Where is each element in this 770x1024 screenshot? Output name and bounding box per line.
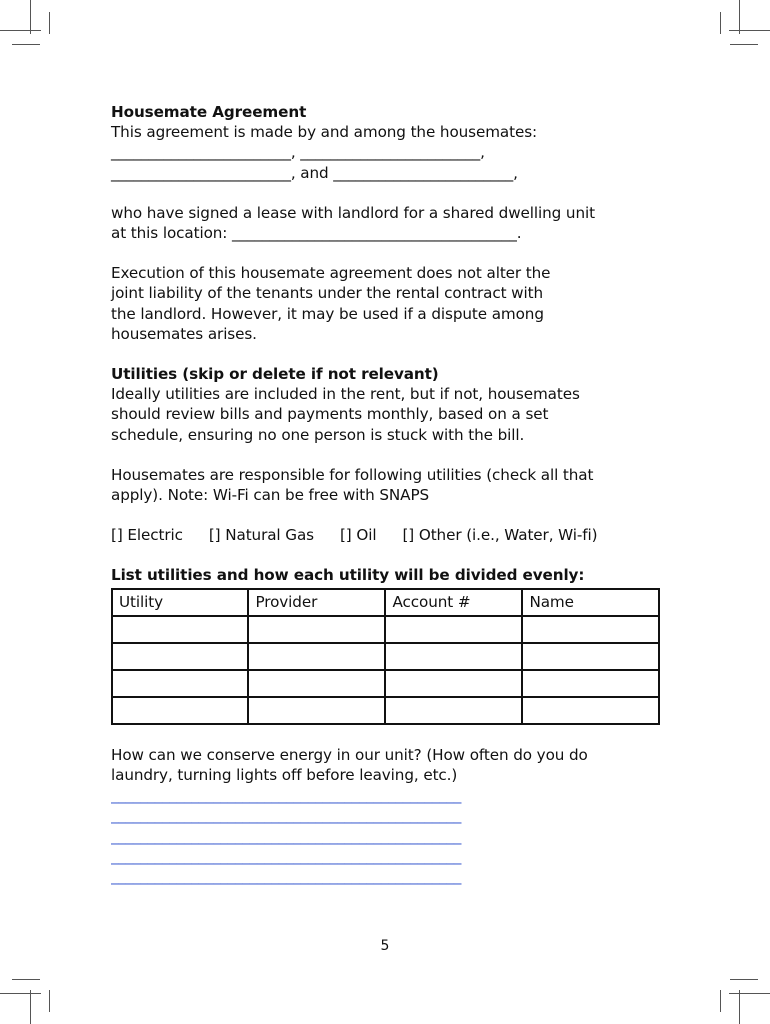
checkbox-natural-gas[interactable]: [] Natural Gas (208, 526, 314, 545)
crop-mark-top-right-v1 (739, 0, 740, 34)
table-cell[interactable] (248, 670, 385, 697)
spacer (111, 183, 671, 203)
execution-line: the landlord. However, it may be used if a dispute among (111, 304, 544, 323)
table-cell[interactable] (385, 697, 522, 724)
crop-mark-bottom-right-v1 (739, 990, 740, 1024)
spacer (111, 505, 671, 525)
crop-mark-bottom-left-h (0, 993, 41, 994)
table-cell[interactable] (112, 697, 248, 724)
table-row (112, 616, 659, 643)
checkbox-electric[interactable]: [] Electric (111, 526, 183, 545)
checkbox-other[interactable]: [] Other (i.e., Water, Wi-fi) (402, 526, 598, 545)
table-cell[interactable] (112, 616, 248, 643)
page-number: 5 (380, 938, 390, 954)
responsible-line: apply). Note: Wi-Fi can be free with SNAPS (111, 486, 430, 505)
utilities-heading: Utilities (skip or delete if not relevant) (111, 365, 439, 384)
responsible-line: Housemates are responsible for following utilities (check all that (111, 465, 594, 484)
spacer (111, 344, 671, 364)
header-account: Account # (385, 589, 522, 616)
answer-line[interactable]: ________________________________________________ (111, 846, 462, 865)
location-blank-line[interactable]: at this location: ______________________________________. (111, 224, 522, 243)
crop-mark-bottom-left-v2 (49, 990, 50, 1012)
answer-line[interactable]: ________________________________________________ (111, 826, 462, 845)
table-cell[interactable] (385, 643, 522, 670)
table-heading: List utilities and how each utility will be divided evenly: (111, 566, 585, 585)
spacer (111, 545, 671, 565)
utilities-line: should review bills and payments monthly, based on a set (111, 405, 549, 424)
header-provider: Provider (248, 589, 385, 616)
table-cell[interactable] (385, 616, 522, 643)
lease-line: who have signed a lease with landlord for a shared dwelling unit (111, 203, 595, 222)
crop-mark-top-right-h2 (730, 44, 758, 45)
crop-mark-top-right-v2 (720, 12, 721, 34)
crop-mark-top-right-h (729, 30, 770, 31)
page-content (111, 102, 671, 887)
table-header-row (112, 589, 659, 616)
checkbox-oil[interactable]: [] Oil (339, 526, 377, 545)
table-cell[interactable] (522, 643, 659, 670)
answer-line[interactable]: ________________________________________________ (111, 806, 462, 825)
execution-line: joint liability of the tenants under the rental contract with (111, 284, 544, 303)
utility-checkbox-row (111, 525, 671, 545)
intro-line: This agreement is made by and among the housemates: (111, 123, 538, 142)
utilities-line: Ideally utilities are included in the rent, but if not, housemates (111, 385, 580, 404)
header-name: Name (522, 589, 659, 616)
conserve-line: How can we conserve energy in our unit? (How often do you do (111, 745, 588, 764)
utilities-table (111, 588, 660, 725)
answer-line[interactable]: ________________________________________________ (111, 867, 462, 886)
table-cell[interactable] (385, 670, 522, 697)
spacer (111, 725, 671, 745)
table-cell[interactable] (522, 616, 659, 643)
table-cell[interactable] (248, 697, 385, 724)
crop-mark-bottom-right-h2 (730, 979, 758, 980)
table-row (112, 670, 659, 697)
utilities-line: schedule, ensuring no one person is stuck with the bill. (111, 425, 525, 444)
crop-mark-top-left-h2 (12, 44, 40, 45)
housemate-blank-line[interactable]: ________________________, ________________________, (111, 143, 485, 162)
execution-line: housemates arises. (111, 324, 257, 343)
table-row (112, 643, 659, 670)
crop-mark-bottom-left-v1 (30, 990, 31, 1024)
crop-mark-top-left-v2 (49, 12, 50, 34)
table-row (112, 697, 659, 724)
conserve-line: laundry, turning lights off before leaving, etc.) (111, 765, 458, 784)
execution-line: Execution of this housemate agreement does not alter the (111, 264, 551, 283)
housemate-blank-line[interactable]: ________________________, and ________________________, (111, 163, 518, 182)
spacer (111, 243, 671, 263)
table-cell[interactable] (112, 670, 248, 697)
table-cell[interactable] (522, 697, 659, 724)
table-cell[interactable] (522, 670, 659, 697)
agreement-title: Housemate Agreement (111, 103, 307, 121)
crop-mark-top-left-v1 (30, 0, 31, 34)
crop-mark-bottom-right-h (729, 993, 770, 994)
crop-mark-top-left-h (0, 30, 41, 31)
answer-line[interactable]: ________________________________________________ (111, 786, 462, 805)
table-cell[interactable] (248, 616, 385, 643)
table-cell[interactable] (112, 643, 248, 670)
table-cell[interactable] (248, 643, 385, 670)
crop-mark-bottom-right-v2 (720, 990, 721, 1012)
crop-mark-bottom-left-h2 (12, 979, 40, 980)
header-utility: Utility (112, 589, 248, 616)
spacer (111, 445, 671, 465)
